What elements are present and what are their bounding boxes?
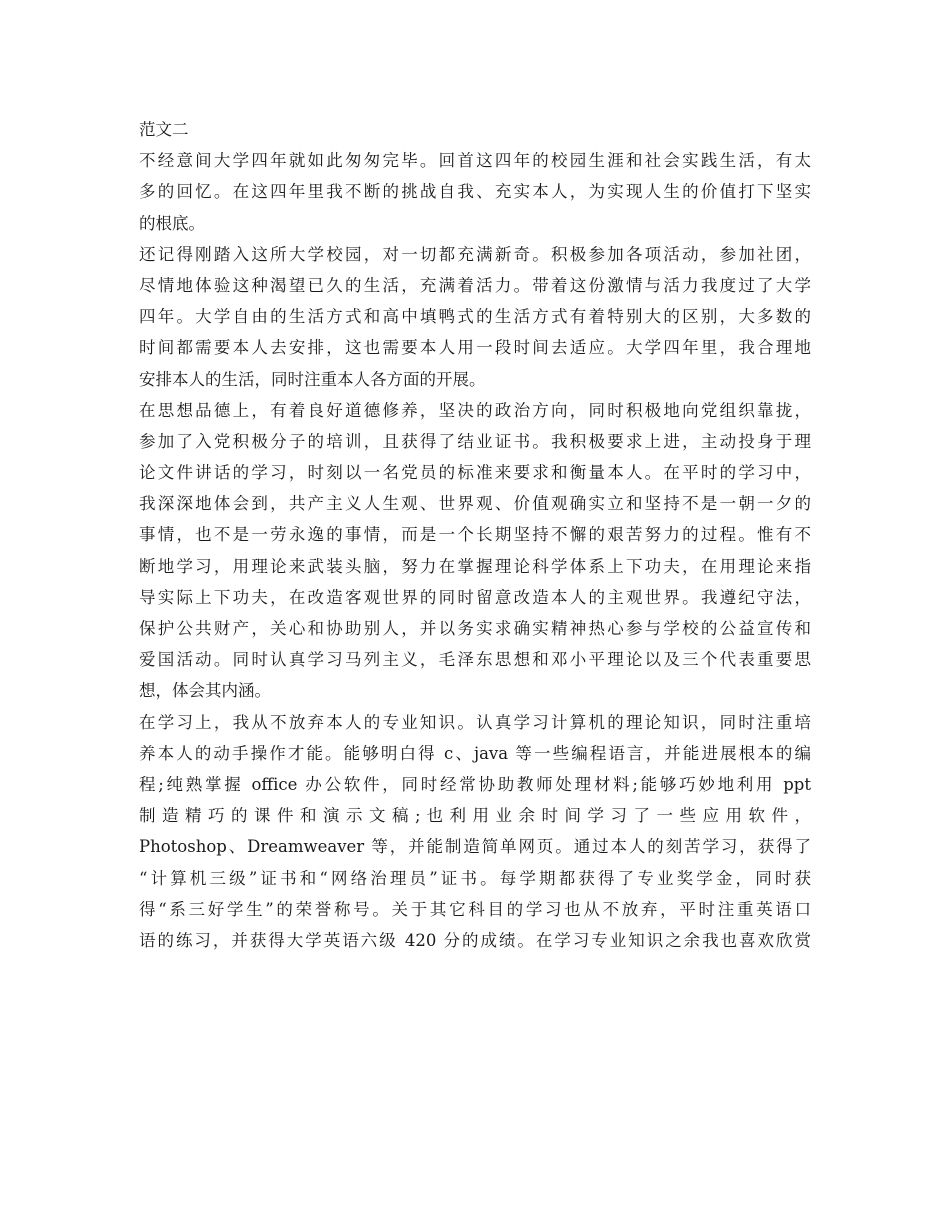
text-line: 得“系三好学生”的荣誉称号。关于其它科目的学习也从不放弃，平时注重英语口 <box>139 899 811 919</box>
text-line: 保护公共财产，关心和协助别人，并以务实求确实精神热心参与学校的公益宣传和 <box>139 619 811 638</box>
text-line: 时间都需要本人去安排，这也需要本人用一段时间去适应。大学四年里，我合理地 <box>139 338 811 358</box>
text-line: 导实际上下功夫，在改造客观世界的同时留意改造本人的主观世界。我遵纪守法， <box>139 587 811 607</box>
text-line: 在学习上，我从不放弃本人的专业知识。认真学习计算机的理论知识，同时注重培 <box>139 712 811 732</box>
text-line: 养本人的动手操作才能。能够明白得 c、java 等一些编程语言，并能进展根本的编 <box>139 743 811 763</box>
text-line: 还记得刚踏入这所大学校园，对一切都充满新奇。积极参加各项活动，参加社团， <box>139 244 811 264</box>
text-line: 事情，也不是一劳永逸的事情，而是一个长期坚持不懈的艰苦努力的过程。惟有不 <box>139 525 811 545</box>
text-line: 论文件讲话的学习，时刻以一名党员的标准来要求和衡量本人。在平时的学习中， <box>139 463 811 483</box>
text-line: “计算机三级”证书和“网络治理员”证书。每学期都获得了专业奖学金，同时获 <box>139 868 811 888</box>
text-line: 四年。大学自由的生活方式和高中填鸭式的生活方式有着特别大的区别，大多数的 <box>139 307 811 327</box>
text-line: 在思想品德上，有着良好道德修养，坚决的政治方向，同时积极地向党组织靠拢， <box>139 400 811 420</box>
text-line: Photoshop、Dreamweaver 等，并能制造简单网页。通过本人的刻苦学习，获得了 <box>139 837 811 857</box>
text-line: 多的回忆。在这四年里我不断的挑战自我、充实本人，为实现人生的价值打下坚实 <box>139 182 811 202</box>
text-line: 想，体会其内涵。 <box>139 681 271 701</box>
text-line: 参加了入党积极分子的培训，且获得了结业证书。我积极要求上进，主动投身于理 <box>139 431 811 451</box>
text-line: 我深深地体会到，共产主义人生观、世界观、价值观确实立和坚持不是一朝一夕的 <box>139 494 811 514</box>
text-line: 的根底。 <box>139 213 205 233</box>
text-line: 断地学习，用理论来武装头脑，努力在掌握理论科学体系上下功夫，在用理论来指 <box>139 556 811 576</box>
text-line: 制 造 精 巧 的 课 件 和 演 示 文 稿 ; 也 利 用 业 余 时 间 学 习 了 一 些 应 用 软 件 ， <box>139 806 811 826</box>
text-line: 程;纯熟掌握 office 办公软件，同时经常协助教师处理材料;能够巧妙地利用 ppt <box>139 774 811 794</box>
text-line: 爱国活动。同时认真学习马列主义，毛泽东思想和邓小平理论以及三个代表重要思 <box>139 650 811 670</box>
document-body <box>139 114 811 956</box>
text-line: 尽情地体验这种渴望已久的生活，充满着活力。带着这份激情与活力我度过了大学 <box>139 275 811 295</box>
text-line: 不经意间大学四年就如此匆匆完毕。回首这四年的校园生涯和社会实践生活，有太 <box>139 151 811 171</box>
section-heading: 范文二 <box>139 120 189 139</box>
text-line: 安排本人的生活，同时注重本人各方面的开展。 <box>139 369 486 389</box>
text-line: 语的练习，并获得大学英语六级 420 分的成绩。在学习专业知识之余我也喜欢欣赏 <box>139 930 811 950</box>
